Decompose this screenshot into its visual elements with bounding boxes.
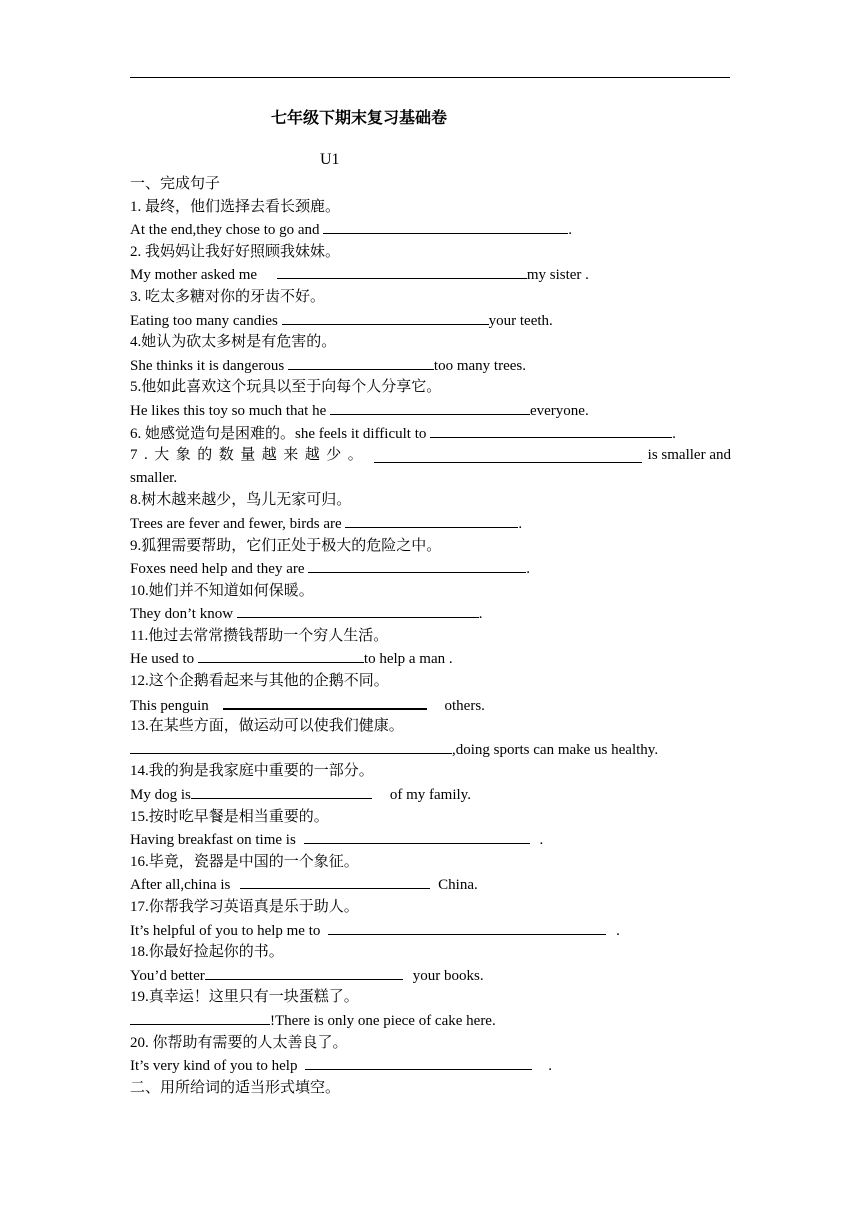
item-13-suffix: ,doing sports can make us healthy. [452,741,659,758]
item-10-prompt: They don’t know [130,606,237,623]
item-14-english [130,783,731,806]
item-14-prompt: My dog is [130,787,191,804]
section-heading-2: 二、用所给词的适当形式填空。 [130,1079,341,1096]
exercise-content [130,173,731,1099]
item-20-english [130,1054,731,1077]
item-1-chinese: 1. 最终，他们选择去看长颈鹿。 [130,198,341,215]
item-2-chinese: 2. 我妈妈让我好好照顾我妹妹。 [130,243,341,260]
item-15-chinese: 15.按时吃早餐是相当重要的。 [130,808,329,825]
section-heading-1: 一、完成句子 [130,176,221,192]
item-14-suffix: of my family. [389,787,471,804]
item-16-suffix: China. [438,877,478,894]
item-7-chinese: 7.大象的数量越来越少。 [130,447,370,464]
item-8-english [130,512,731,535]
item-5-english [130,399,731,422]
item-1-english [130,218,731,241]
item-10-english [130,602,731,625]
item-13-english [130,738,731,761]
page-title: 七年级下期末复习基础卷 [271,110,448,127]
item-15-blank[interactable] [304,828,530,844]
item-8-blank[interactable] [345,512,518,528]
item-19-english [130,1009,731,1032]
item-6-suffix: . [672,425,676,442]
item-4-chinese: 4.她认为砍太多树是有危害的。 [130,334,337,351]
item-18-chinese: 18.你最好捡起你的书。 [130,944,284,961]
item-6-line [130,422,731,445]
item-6-prompt: she feels it difficult to [295,425,431,442]
item-8-chinese: 8.树木越来越少，鸟儿无家可归。 [130,492,352,509]
item-18-suffix: your books. [412,967,484,984]
item-10-suffix: . [478,606,483,623]
item-3-suffix: your teeth. [488,312,553,329]
item-2-prompt: My mother asked me [130,267,261,284]
item-16-prompt: After all,china is [130,877,235,894]
item-20-blank[interactable] [305,1054,532,1070]
item-13-chinese: 13.在某些方面，做运动可以使我们健康。 [130,718,404,735]
item-2-english [130,263,731,286]
item-5-suffix: everyone. [529,402,589,419]
item-13-blank[interactable] [130,738,452,754]
item-15-english [130,828,731,851]
item-2-blank[interactable] [277,263,527,279]
item-3-blank[interactable] [282,309,489,325]
item-16-chinese: 16.毕竟，瓷器是中国的一个象征。 [130,853,359,870]
item-9-english [130,557,731,580]
item-19-suffix: !There is only one piece of cake here. [270,1012,496,1029]
item-15-suffix: . [539,832,544,849]
item-12-suffix: others. [444,697,485,714]
item-7-blank[interactable] [374,447,642,463]
item-7-suffix: is smaller and [647,447,731,464]
item-7-continuation: smaller. [130,469,178,486]
item-7-line [130,444,731,467]
item-16-blank[interactable] [240,873,430,889]
unit-label: U1 [320,151,340,168]
item-11-blank[interactable] [198,647,364,663]
item-11-chinese: 11.他过去常常攒钱帮助一个穷人生活。 [130,627,389,644]
item-9-prompt: Foxes need help and they are [130,561,309,578]
item-14-chinese: 14.我的狗是我家庭中重要的一部分。 [130,763,374,780]
item-4-suffix: too many trees. [433,357,526,374]
item-14-blank[interactable] [191,783,372,799]
item-20-chinese: 20. 你帮助有需要的人太善良了。 [130,1034,348,1051]
item-8-prompt: Trees are fever and fewer, birds are [130,515,346,532]
item-17-prompt: It’s helpful of you to help me to [130,922,325,939]
item-18-prompt: You’d better [130,967,205,984]
item-6-blank[interactable] [430,422,672,438]
item-17-chinese: 17.你帮我学习英语真是乐于助人。 [130,899,359,915]
item-3-prompt: Eating too many candies [130,312,282,329]
item-11-english [130,647,731,670]
item-15-prompt: Having breakfast on time is [130,832,300,849]
item-8-suffix: . [518,515,523,532]
item-4-blank[interactable] [288,354,434,370]
item-20-prompt: It’s very kind of you to help [130,1058,302,1075]
item-18-blank[interactable] [205,964,403,980]
item-9-blank[interactable] [308,557,526,573]
header-rule [130,77,730,78]
item-9-chinese: 9.狐狸需要帮助，它们正处于极大的危险之中。 [130,537,442,554]
item-1-blank[interactable] [323,218,568,234]
item-3-english [130,309,731,332]
item-10-chinese: 10.她们并不知道如何保暖。 [130,582,314,599]
item-5-blank[interactable] [330,399,530,415]
item-10-blank[interactable] [237,602,479,618]
item-4-english [130,354,731,377]
item-12-chinese: 12.这个企鹅看起来与其他的企鹅不同。 [130,673,389,690]
item-11-suffix: to help a man . [363,651,453,668]
item-19-blank[interactable] [130,1009,270,1025]
item-19-chinese: 19.真幸运！这里只有一块蛋糕了。 [130,989,359,1006]
item-20-suffix: . [548,1058,552,1075]
item-17-english [130,919,731,942]
item-11-prompt: He used to [130,651,198,668]
item-5-chinese: 5.他如此喜欢这个玩具以至于向每个人分享它。 [130,379,442,396]
item-6-chinese: 6. 她感觉造句是困难的。 [130,425,296,442]
item-2-suffix: my sister . [526,267,589,284]
item-4-prompt: She thinks it is dangerous [130,357,288,374]
item-9-suffix: . [526,561,531,578]
item-12-blank[interactable] [223,693,427,710]
item-17-blank[interactable] [328,919,606,935]
item-1-suffix: . [568,222,573,239]
item-16-english [130,873,731,896]
item-12-english [130,693,731,716]
item-17-suffix: . [616,922,620,939]
item-5-prompt: He likes this toy so much that he [130,402,330,419]
item-12-prompt: This penguin [130,697,213,714]
item-1-prompt: At the end,they chose to go and [130,222,324,239]
item-3-chinese: 3. 吃太多糖对你的牙齿不好。 [130,288,326,305]
item-18-english [130,964,731,987]
